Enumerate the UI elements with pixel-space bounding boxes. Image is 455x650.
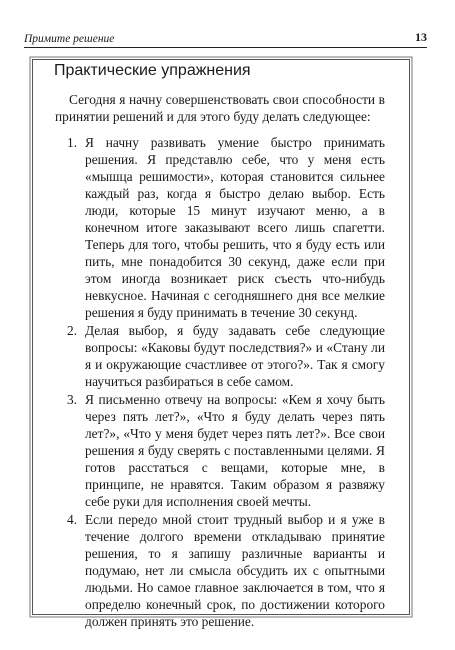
list-item-text: Делая выбор, я буду задавать себе следующие вопросы: «Каковы будут последствия?» и «Стану ли я и окружающие счастливее от этого?». Так я смогу научиться разбираться в себе самом. — [85, 323, 385, 389]
list-item-text: Если передо мной стоит трудный выбор и я уже в течение долгого времени откладываю принятие решения, то я запишу различные варианты и подумаю, нет ли смысла обсудить их с опытными людьми. Но самое главное заключается в том, что я определю конечный срок, по достижении которого должен принять это решение. — [85, 512, 385, 629]
section-title: Примите решение — [24, 33, 115, 45]
intro-paragraph: Сегодня я начну совершенствовать свои способности в принятии решений и для этого буду делать следующее: — [55, 92, 385, 124]
running-header — [24, 27, 427, 48]
list-item-text: Я письменно отвечу на вопросы: «Кем я хочу быть через пять лет?», «Что я буду делать через пять лет?», «Что у меня будет через пять лет?». Все свои решения я буду сверять с поставленными целями. Я готов расстаться с вещами, которые мне, в принципе, не нравятся. Таким образом я развяжу себе руки для исполнения своей мечты. — [85, 392, 385, 509]
exercise-list — [55, 134, 385, 630]
list-item-number: 4. — [67, 512, 78, 527]
box-title: Практические упражнения — [54, 62, 251, 79]
list-item — [55, 511, 385, 630]
list-item — [55, 134, 385, 321]
exercise-box-content — [55, 91, 385, 631]
list-item — [55, 391, 385, 510]
list-item-number: 1. — [67, 135, 78, 150]
list-item-text: Я начну развивать умение быстро принимать решения. Я представлю себе, что у меня есть «мышца решимости», которая становится сильнее каждый раз, когда я быстро делаю выбор. Есть люди, которые 15 минут изучают меню, а в конечном итоге заказывают всего лишь спагетти. Теперь для того, чтобы решить, что я буду есть или пить, мне понадобится 30 секунд, даже если при этом иногда возникает риск съесть что-нибудь невкусное. Начиная с сегодняшнего дня все мелкие решения я буду принимать в течение 30 секунд. — [85, 135, 385, 320]
list-item — [55, 322, 385, 390]
page-number: 13 — [415, 30, 427, 44]
list-item-number: 2. — [67, 323, 78, 338]
list-item-number: 3. — [67, 392, 78, 407]
